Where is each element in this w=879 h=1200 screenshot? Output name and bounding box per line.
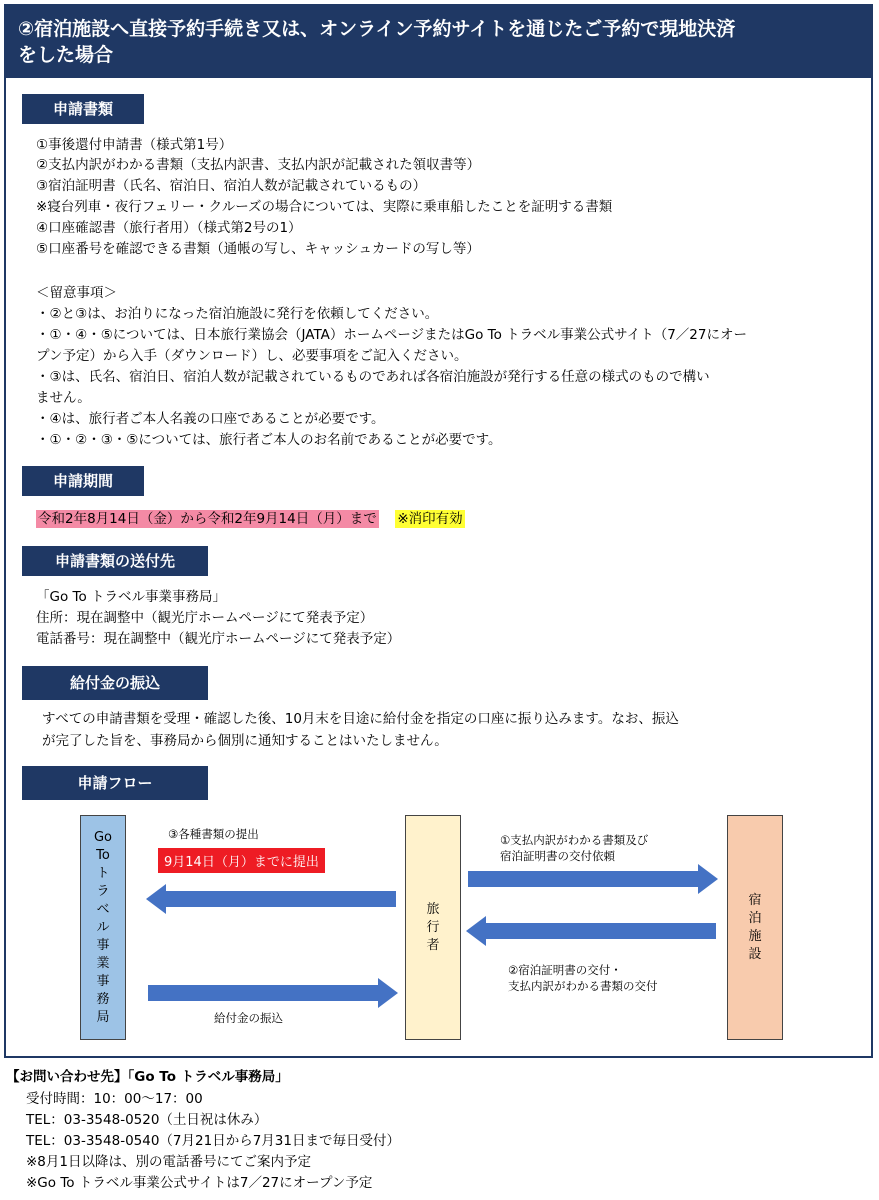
office-char: Go	[93, 829, 113, 845]
issue-label-1: ②宿泊証明書の交付・	[508, 963, 622, 977]
office-char: ル	[96, 919, 110, 935]
office-char: ラ	[96, 883, 110, 899]
period-heading: 申請期間	[22, 466, 144, 496]
office-char: 務	[96, 991, 110, 1007]
period-line	[36, 510, 465, 529]
traveler-char: 者	[426, 937, 440, 953]
destination-address: 住所：現在調整中（観光庁ホームページにて発表予定）	[36, 610, 374, 626]
destination-phone: 電話番号：現在調整中（観光庁ホームページにて発表予定）	[36, 631, 401, 647]
contact-tel-2: TEL：03-3548-0540（7月21日から7月31日まで毎日受付）	[26, 1133, 400, 1149]
doc-item-3: ③宿泊証明書（氏名、宿泊日、宿泊人数が記載されているもの）	[36, 178, 427, 194]
doc-item-note: ※寝台列車・夜行フェリー・クルーズの場合については、実際に乗車船したことを証明する書類	[36, 199, 613, 215]
hotel-char: 泊	[748, 910, 762, 926]
deadline-label: 9月14日（月）までに提出	[158, 848, 325, 873]
payment-label: 給付金の振込	[214, 1011, 283, 1025]
page-title	[6, 6, 871, 78]
traveler-char: 旅	[426, 901, 440, 917]
hotel-box	[727, 815, 783, 1040]
request-arrow	[468, 864, 720, 894]
destination-heading: 申請書類の送付先	[22, 546, 208, 576]
traveler-char: 行	[426, 919, 440, 935]
title-line-2: をした場合	[18, 44, 114, 66]
flow-heading: 申請フロー	[22, 766, 208, 800]
notes-heading: ＜留意事項＞	[36, 285, 117, 301]
doc-item-4: ④口座確認書（旅行者用）（様式第2号の1）	[36, 220, 302, 236]
note-2b: プン予定）から入手（ダウンロード）し、必要事項をご記入ください。	[36, 348, 468, 364]
payment-arrow	[148, 978, 400, 1008]
request-label-2: 宿泊証明書の交付依頼	[500, 849, 615, 863]
contact-note-1: ※8月1日以降は、別の電話番号にてご案内予定	[26, 1154, 311, 1170]
office-char: ベ	[96, 901, 110, 917]
period-range: 令和2年8月14日（金）から令和2年9月14日（月）まで	[38, 511, 377, 527]
contact-tel-1: TEL：03-3548-0520（土日祝は休み）	[26, 1112, 268, 1128]
transfer-text-1: すべての申請書類を受理・確認した後、10月末を目途に給付金を指定の口座に振り込みます。なお、振込	[42, 711, 679, 727]
office-char: 業	[96, 955, 110, 971]
destination-name: 「Go To トラベル事業事務局」	[36, 589, 227, 605]
office-char: 局	[96, 1009, 110, 1025]
contact-heading: 【お問い合わせ先】「Go To トラベル事務局」	[6, 1069, 289, 1085]
contact-hours: 受付時間：10：00～17：00	[26, 1091, 203, 1107]
hotel-char: 宿	[748, 892, 762, 908]
submit-arrow	[146, 884, 398, 914]
office-char: 事	[96, 937, 110, 953]
hotel-char: 設	[748, 946, 762, 962]
note-4: ・④は、旅行者ご本人名義の口座であることが必要です。	[36, 411, 385, 427]
title-line-1: ②宿泊施設へ直接予約手続き又は、オンライン予約サイトを通じたご予約で現地決済	[18, 18, 736, 40]
hotel-char: 施	[748, 928, 762, 944]
issue-arrow	[466, 916, 718, 946]
contact-note-2: ※Go To トラベル事業公式サイトは7／27にオープン予定	[26, 1175, 373, 1191]
issue-label-2: 支払内訳がわかる書類の交付	[508, 979, 658, 993]
note-3b: ません。	[36, 390, 91, 406]
documents-heading: 申請書類	[22, 94, 144, 124]
note-2a: ・①・④・⑤については、日本旅行業協会（JATA）ホームページまたはGo To トラベル事業公式サイト（7／27にオー	[36, 327, 747, 343]
transfer-text-2: が完了した旨を、事務局から個別に通知することはいたしません。	[42, 733, 448, 749]
submit-label: ③各種書類の提出	[168, 827, 259, 841]
note-5: ・①・②・③・⑤については、旅行者ご本人のお名前であることが必要です。	[36, 432, 502, 448]
doc-item-1: ①事後還付申請書（様式第1号）	[36, 137, 233, 153]
note-1: ・②と③は、お泊りになった宿泊施設に発行を依頼してください。	[36, 306, 439, 322]
postmark-note: ※消印有効	[397, 511, 463, 527]
request-label-1: ①支払内訳がわかる書類及び	[500, 833, 649, 847]
doc-item-5: ⑤口座番号を確認できる書類（通帳の写し、キャッシュカードの写し等）	[36, 241, 480, 257]
traveler-box	[405, 815, 461, 1040]
office-char: ト	[96, 865, 110, 881]
doc-item-2: ②支払内訳がわかる書類（支払内訳書、支払内訳が記載された領収書等）	[36, 157, 481, 173]
office-box	[80, 815, 126, 1040]
note-3a: ・③は、氏名、宿泊日、宿泊人数が記載されているものであれば各宿泊施設が発行する任意の様式のもので構い	[36, 369, 710, 385]
transfer-heading: 給付金の振込	[22, 666, 208, 700]
office-char: 事	[96, 973, 110, 989]
office-char: To	[96, 847, 110, 863]
